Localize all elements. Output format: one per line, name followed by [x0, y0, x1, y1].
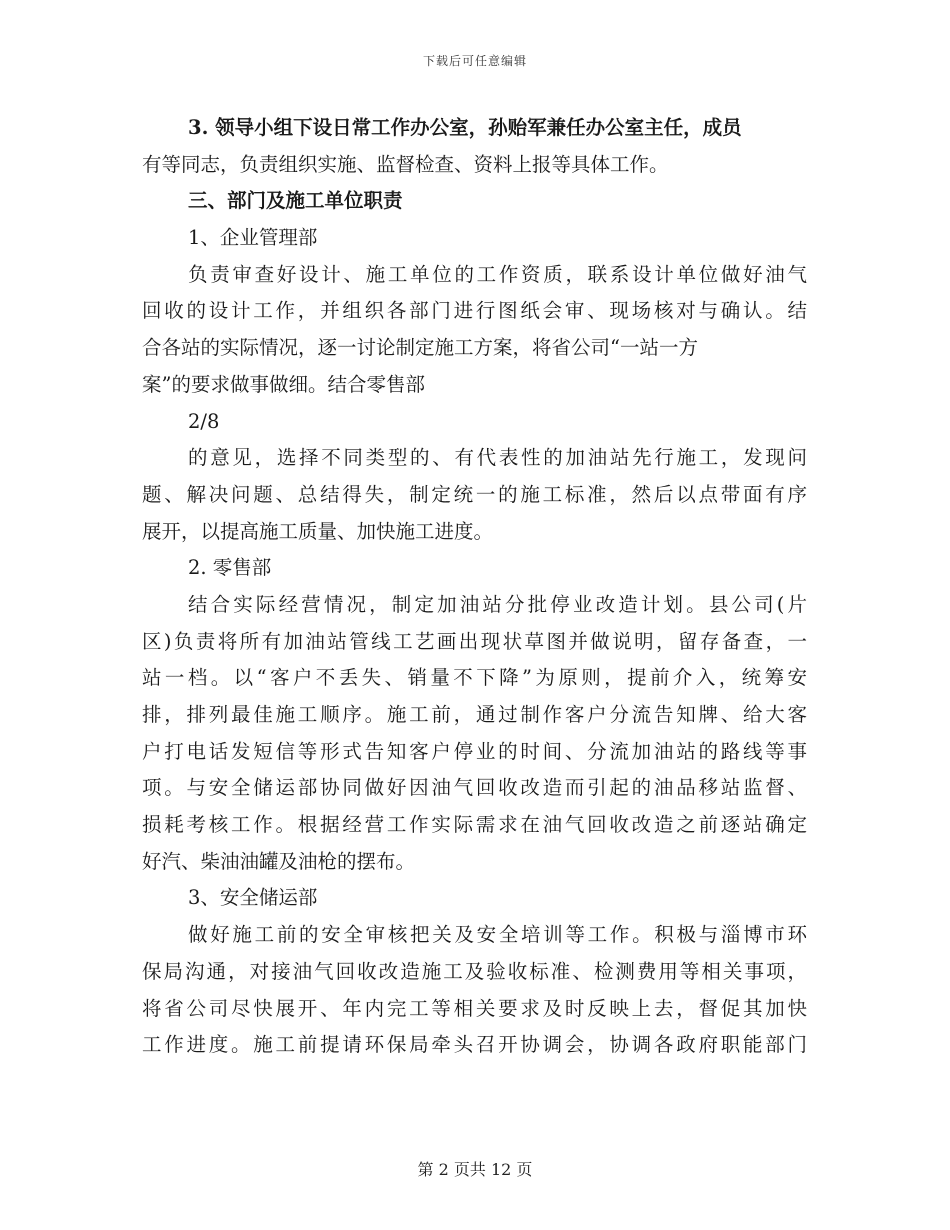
page-header: 下载后可任意编辑 [422, 54, 527, 68]
paragraph-line: 有等同志，负责组织实施、监督检查、资料上报等具体工作。 [142, 152, 669, 176]
paragraph-line: 区)负责将所有加油站管线工艺画出现状草图并做说明，留存备查，一 [142, 629, 807, 653]
subsection-heading: 3、安全储运部 [188, 886, 318, 910]
page-footer: 第 2 页共 12 页 [417, 1160, 533, 1179]
paragraph-line: 排，排列最佳施工顺序。施工前，通过制作客户分流告知牌、给大客 [142, 703, 807, 726]
paragraph-line: 的意见，选择不同类型的、有代表性的加油站先行施工，发现问 [188, 446, 807, 470]
paragraph-line: 回收的设计工作，并组织各部门进行图纸会审、现场核对与确认。结 [142, 299, 807, 323]
document-body [142, 110, 807, 1064]
paragraph-line: 损耗考核工作。根据经营工作实际需求在油气回收改造之前逐站确定 [142, 813, 807, 837]
paragraph-line: 负责审查好设计、施工单位的工作资质，联系设计单位做好油气 [188, 262, 807, 286]
paragraph-line: 工作进度。施工前提请环保局牵头召开协调会，协调各政府职能部门 [142, 1033, 807, 1057]
paragraph-line: 题、解决问题、总结得失，制定统一的施工标准，然后以点带面有序 [142, 482, 807, 506]
paragraph-line: 站一档。以“客户不丢失、销量不下降”为原则，提前介入，统筹安 [142, 666, 807, 690]
paragraph-line: 结合实际经营情况，制定加油站分批停业改造计划。县公司(片 [188, 592, 807, 616]
page-fraction-marker: 2/8 [188, 409, 220, 433]
paragraph-line: 户打电话发短信等形式告知客户停业的时间、分流加油站的路线等事 [142, 739, 807, 763]
section-heading: 三、部门及施工单位职责 [188, 189, 403, 213]
paragraph-line: 3. 领导小组下设日常工作办公室，孙贻军兼任办公室主任，成员 [188, 116, 742, 139]
paragraph-line: 做好施工前的安全审核把关及安全培训等工作。积极与淄博市环 [188, 923, 807, 947]
paragraph-line: 好汽、柴油油罐及油枪的摆布。 [142, 849, 416, 873]
paragraph-line: 保局沟通，对接油气回收改造施工及验收标准、检测费用等相关事项， [142, 959, 807, 983]
paragraph-line: 项。与安全储运部协同做好因油气回收改造而引起的油品移站监督、 [142, 776, 807, 800]
paragraph-line: 案”的要求做事做细。结合零售部 [142, 372, 425, 396]
paragraph-line: 合各站的实际情况，逐一讨论制定施工方案，将省公司“一站一方 [142, 336, 698, 360]
subsection-heading: 2. 零售部 [188, 556, 272, 580]
paragraph-line: 将省公司尽快展开、年内完工等相关要求及时反映上去，督促其加快 [142, 996, 807, 1020]
paragraph-line: 展开，以提高施工质量、加快施工进度。 [142, 519, 494, 543]
subsection-heading: 1、企业管理部 [188, 226, 318, 250]
